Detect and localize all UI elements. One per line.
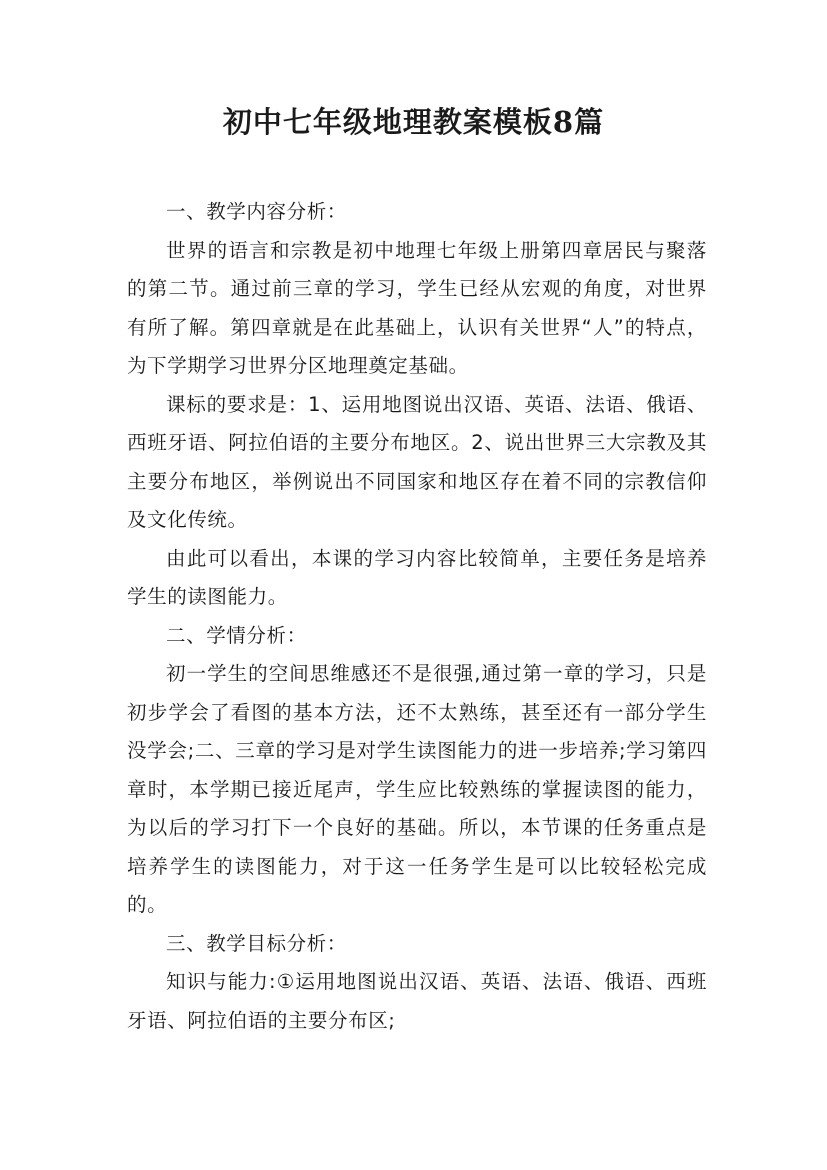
section-heading-objectives: 三、教学目标分析： bbox=[166, 931, 347, 955]
paragraph: 由此可以看出，本课的学习内容比较简单，主要任务是培养学生的读图能力。 bbox=[127, 546, 707, 608]
document-body bbox=[127, 193, 707, 1040]
paragraph: 知识与能力:①运用地图说出汉语、英语、法语、俄语、西班牙语、阿拉伯语的主要分布区; bbox=[127, 970, 707, 1032]
document-title: 初中七年级地理教案模板8篇 bbox=[222, 105, 605, 139]
paragraph: 初一学生的空间思维感还不是很强,通过第一章的学习，只是初步学会了看图的基本方法，还不太熟练，甚至还有一部分学生没学会;二、三章的学习是对学生读图能力的进一步培养;学习第四章时，本学期已接近尾声，学生应比较熟练的掌握读图的能力，为以后的学习打下一个良好的基础。所以，本节课的任务重点是培养学生的读图能力，对于这一任务学生是可以比较轻松完成的。 bbox=[127, 662, 707, 916]
section-heading-student-analysis: 二、学情分析： bbox=[166, 623, 307, 647]
paragraph: 世界的语言和宗教是初中地理七年级上册第四章居民与聚落的第二节。通过前三章的学习，学生已经从宏观的角度，对世界有所了解。第四章就是在此基础上，认识有关世界“人”的特点，为下学期学习世界分区地理奠定基础。 bbox=[127, 238, 707, 377]
section-heading-content-analysis: 一、教学内容分析： bbox=[166, 200, 347, 223]
paragraph: 课标的要求是：1、运用地图说出汉语、英语、法语、俄语、西班牙语、阿拉伯语的主要分布地区。2、说出世界三大宗教及其主要分布地区，举例说出不同国家和地区存在着不同的宗教信仰及文化传统。 bbox=[127, 392, 707, 531]
